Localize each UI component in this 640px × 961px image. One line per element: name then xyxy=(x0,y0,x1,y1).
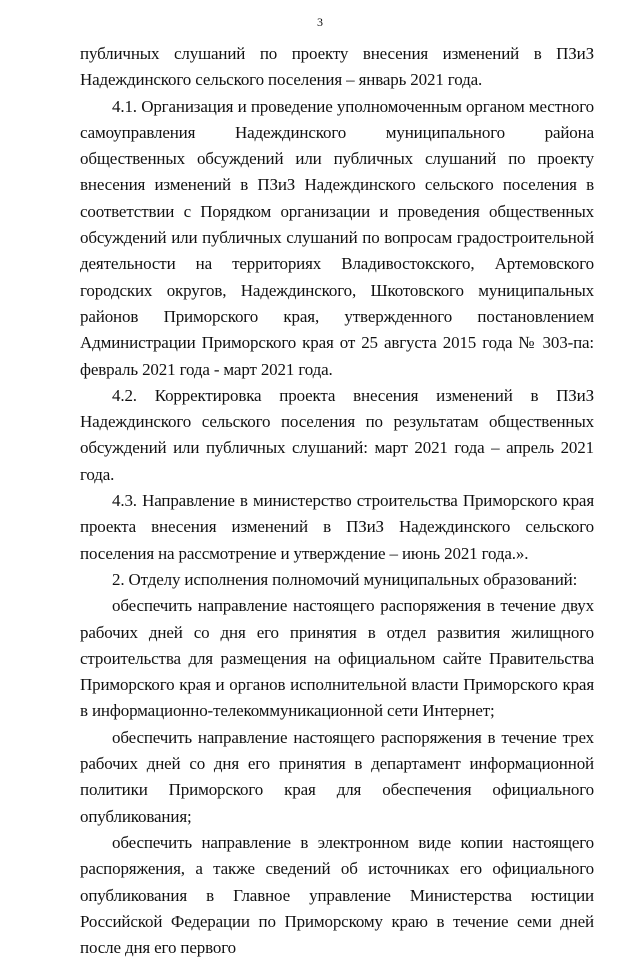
paragraph-continuation: публичных слушаний по проекту внесения изменений в ПЗиЗ Надеждинского сельского поселения – январь 2021 года. xyxy=(80,44,594,90)
paragraph-4-1: 4.1. Организация и проведение уполномоченным органом местного самоуправления Надеждинского муниципального района общественных обсуждений или публичных слушаний по проекту внесения изменений в ПЗиЗ Надеждинского сельского поселения в соответствии с Порядком организации и проведения общественных обсуждений или публичных слушаний по вопросам градостроительной деятельности на территориях Владивостокского, Артемовского городских округов, Надеждинского, Шкотовского муниципальных районов Приморского края, утвержденного постановлением Администрации Приморского края от 25 августа 2015 года № 303-па: февраль 2021 года - март 2021 года. xyxy=(80,96,594,379)
paragraph-2: 2. Отделу исполнения полномочий муниципальных образований: xyxy=(112,569,578,589)
document-body xyxy=(80,41,594,961)
paragraph-duty-publication: обеспечить направление настоящего распоряжения в течение трех рабочих дней со дня его принятия в департамент информационной политики Приморского края для обеспечения официального опубликования; xyxy=(80,727,594,826)
paragraph-duty-justice: обеспечить направление в электронном виде копии настоящего распоряжения, а также сведений об источниках его официального опубликования в Главное управление Министерства юстиции Российской Федерации по Приморскому краю в течение семи дней после дня его первого xyxy=(80,832,594,958)
paragraph-duty-website: обеспечить направление настоящего распоряжения в течение двух рабочих дней со дня его принятия в отдел развития жилищного строительства для размещения на официальном сайте Правительства Приморского края и органов исполнительной власти Приморского края в информационно-телекоммуникационной сети Интернет; xyxy=(80,596,594,721)
paragraph-4-3: 4.3. Направление в министерство строительства Приморского края проекта внесения изменений в ПЗиЗ Надеждинского сельского поселения на рассмотрение и утверждение – июнь 2021 года.». xyxy=(80,491,594,563)
page-number: 3 xyxy=(317,15,323,29)
paragraph-4-2: 4.2. Корректировка проекта внесения изменений в ПЗиЗ Надеждинского сельского поселения по результатам общественных обсуждений или публичных слушаний: март 2021 года – апрель 2021 года. xyxy=(80,385,594,484)
